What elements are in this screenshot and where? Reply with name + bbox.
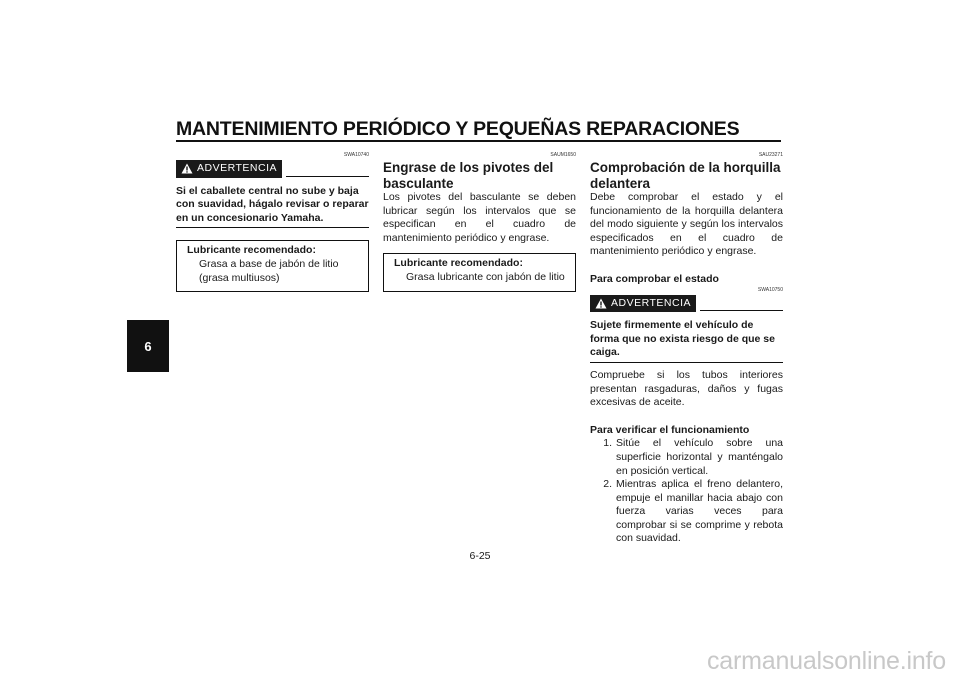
warning-triangle-icon (595, 298, 607, 309)
step-number: 2. (603, 478, 612, 491)
lubricant-box-title: Lubricante recomendado: (394, 257, 523, 270)
reference-code: SWA10750 (757, 286, 783, 293)
reference-code: SWA10740 (343, 152, 369, 158)
steps-list (590, 437, 783, 546)
step-text: Mientras aplica el freno delantero, empuje el manillar hacia abajo con fuerza varias veces para comprobar si se comprime y rebota con suavidad. (616, 478, 783, 545)
check-text: Compruebe si los tubos interiores presentan rasgaduras, daños y fugas excesivas de aceite. (590, 368, 783, 409)
reference-code: SAUM1650 (550, 152, 576, 158)
column-1 (176, 152, 369, 292)
page-title: MANTENIMIENTO PERIÓDICO Y PEQUEÑAS REPARACIONES (176, 118, 740, 140)
page-number: 6-25 (469, 550, 491, 562)
list-item (590, 437, 783, 478)
lubricant-box-body: Grasa lubricante con jabón de litio (406, 270, 565, 283)
subheading-operation: Para verificar el funcionamiento (590, 423, 750, 436)
step-number: 1. (603, 437, 612, 450)
warning-label: ADVERTENCIA (197, 162, 277, 174)
column-3 (590, 152, 783, 546)
reference-code: SAU23271 (758, 152, 783, 158)
warning-end-rule (590, 362, 783, 363)
warning-label: ADVERTENCIA (611, 296, 691, 309)
title-rule (176, 140, 781, 142)
warning-header (590, 295, 783, 313)
section-heading: Comprobación de la horquilla delantera (590, 160, 781, 191)
subheading-condition: Para comprobar el estado (590, 272, 719, 285)
section-body: Debe comprobar el estado y el funcionamiento de la horquilla delantera del modo siguiente y según los intervalos especificados en el cuadro de mantenimiento periódico y engrase. (590, 191, 783, 258)
lubricant-box-body: Grasa a base de jabón de litio (grasa multiusos) (199, 257, 339, 284)
step-text: Sitúe el vehículo sobre una superficie horizontal y manténgalo en posición vertical. (616, 437, 783, 477)
warning-end-rule (176, 227, 369, 228)
warning-text: Si el caballete central no sube y baja con suavidad, hágalo revisar o reparar en un concesionario Yamaha. (176, 184, 369, 224)
warning-badge (590, 295, 696, 313)
watermark: carmanualsonline.info (706, 647, 946, 675)
lubricant-box (176, 240, 369, 292)
warning-triangle-icon (181, 163, 193, 174)
warning-rule (700, 310, 783, 311)
warning-header (176, 160, 369, 178)
list-item (590, 478, 783, 546)
column-2 (383, 152, 576, 292)
section-heading: Engrase de los pivotes del basculante (383, 160, 554, 191)
chapter-tab: 6 (127, 320, 169, 372)
section-body: Los pivotes del basculante se deben lubricar según los intervalos que se especifican en el cuadro de mantenimiento periódico y engrase. (383, 191, 576, 244)
warning-text: Sujete firmemente el vehículo de forma que no exista riesgo de que se caiga. (590, 319, 775, 359)
warning-rule (286, 176, 369, 177)
lubricant-box-title: Lubricante recomendado: (187, 244, 316, 257)
warning-badge (176, 160, 282, 178)
lubricant-box (383, 253, 576, 291)
